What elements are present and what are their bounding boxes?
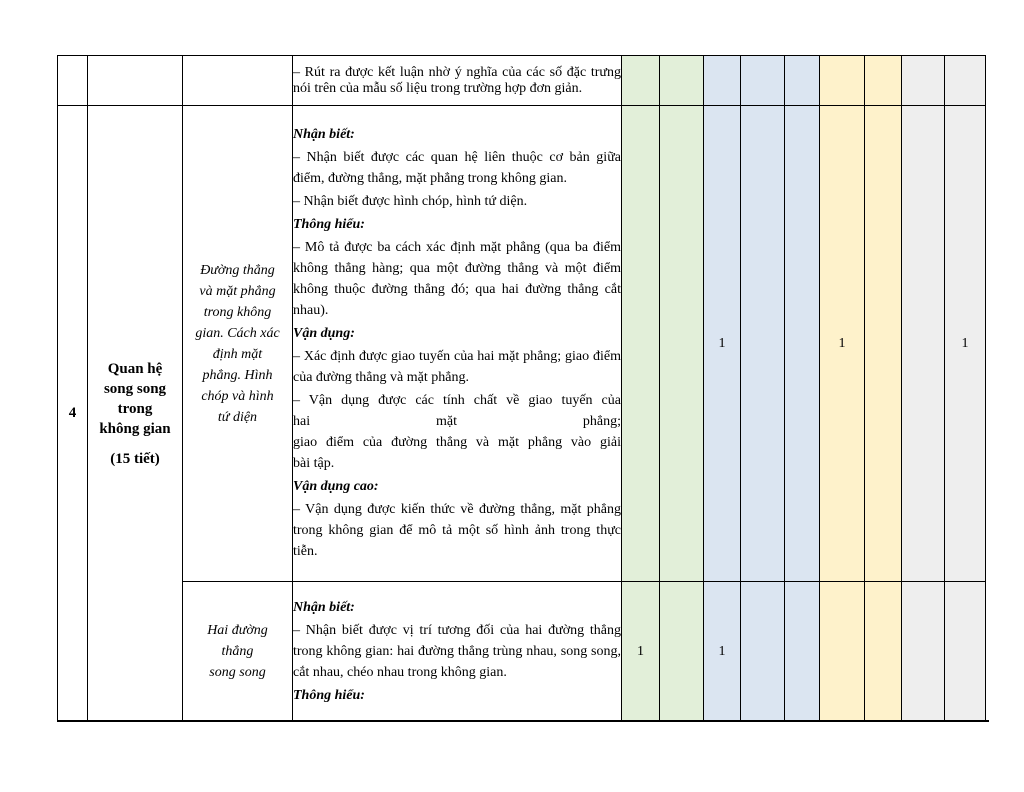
score-cell-green-1 bbox=[622, 56, 660, 106]
score-cell-blue-2 bbox=[741, 56, 785, 106]
score-cell-blue-3 bbox=[785, 106, 820, 582]
score-cell-gray-1 bbox=[902, 106, 945, 582]
score-cell-green-1 bbox=[622, 106, 660, 582]
score-cell-blue-2 bbox=[741, 106, 785, 582]
score-cell-gray-2 bbox=[945, 56, 986, 106]
score-cell-yellow-1 bbox=[820, 56, 865, 106]
topic-name: Quan hệ song song trong không gian bbox=[99, 360, 171, 437]
unit-name: Đường thẳng và mặt phẳng trong không gian. Cách xác định mặt phẳng. Hình chóp và hình tứ diện bbox=[195, 262, 280, 425]
objectives-cell: – Rút ra được kết luận nhờ ý nghĩa của các số đặc trưng nói trên của mẫu số liệu trong trường hợp đơn giản. bbox=[293, 56, 622, 106]
score-cell-yellow-1 bbox=[820, 582, 865, 722]
score-cell-yellow-1: 1 bbox=[820, 106, 865, 582]
score-cell-green-2 bbox=[660, 56, 704, 106]
topic-cell bbox=[88, 106, 183, 722]
score-cell-gray-2 bbox=[945, 582, 986, 722]
topic-cell bbox=[88, 56, 183, 106]
table-row-spill bbox=[58, 56, 986, 106]
table-row-unit-1 bbox=[58, 106, 986, 582]
unit-name-cell bbox=[183, 106, 293, 582]
score-cell-green-2 bbox=[660, 582, 704, 722]
score-cell-blue-3 bbox=[785, 56, 820, 106]
score-cell-yellow-2 bbox=[865, 582, 902, 722]
score-cell-blue-3 bbox=[785, 582, 820, 722]
objectives-cell: Nhận biết: – Nhận biết được vị trí tương đối của hai đường thẳng trong không gian: hai đường thẳng trùng nhau, song song, cắt nhau, chéo nhau trong không gian. Thông hiểu: bbox=[293, 582, 622, 722]
score-cell-blue-2 bbox=[741, 582, 785, 722]
score-cell-yellow-2 bbox=[865, 56, 902, 106]
score-cell-green-2 bbox=[660, 106, 704, 582]
score-cell-gray-2: 1 bbox=[945, 106, 986, 582]
table-row-unit-2 bbox=[58, 582, 986, 722]
objectives-cell: Nhận biết: – Nhận biết được các quan hệ liên thuộc cơ bản giữa điểm, đường thẳng, mặt phẳng trong không gian. – Nhận biết được hình chóp, hình tứ diện. Thông hiểu: – Mô tả được ba cách xác định mặt phẳng (qua ba điểm không thẳng hàng; qua một đường thẳng và một điểm không thuộc đường thẳng đó; qua hai đường thẳng cắt nhau). Vận dụng: – Xác định được giao tuyến của hai mặt phẳng; giao điểm của đường thẳng và mặt phẳng. – Vận dụng được các tính chất về giao tuyến của hai mặt phẳng; giao điểm của đường thẳng và mặt phẳng vào giải bài tập. Vận dụng cao: – Vận dụng được kiến thức về đường thẳng, mặt phẳng trong không gian để mô tả một số hình ảnh trong thực tiễn. bbox=[293, 106, 622, 582]
score-cell-gray-1 bbox=[902, 582, 945, 722]
score-cell-blue-1: 1 bbox=[704, 582, 741, 722]
unit-name: Hai đường thẳng song song bbox=[207, 623, 268, 680]
unit-name-cell bbox=[183, 582, 293, 722]
row-number-cell bbox=[58, 56, 88, 106]
page-break-clip bbox=[57, 55, 989, 722]
score-cell-green-1: 1 bbox=[622, 582, 660, 722]
score-cell-yellow-2 bbox=[865, 106, 902, 582]
topic-duration: (15 tiết) bbox=[110, 450, 160, 467]
score-cell-blue-1 bbox=[704, 56, 741, 106]
unit-name-cell bbox=[183, 56, 293, 106]
assessment-matrix-table bbox=[57, 55, 986, 722]
score-cell-blue-1: 1 bbox=[704, 106, 741, 582]
score-cell-gray-1 bbox=[902, 56, 945, 106]
row-number-cell: 4 bbox=[58, 106, 88, 722]
